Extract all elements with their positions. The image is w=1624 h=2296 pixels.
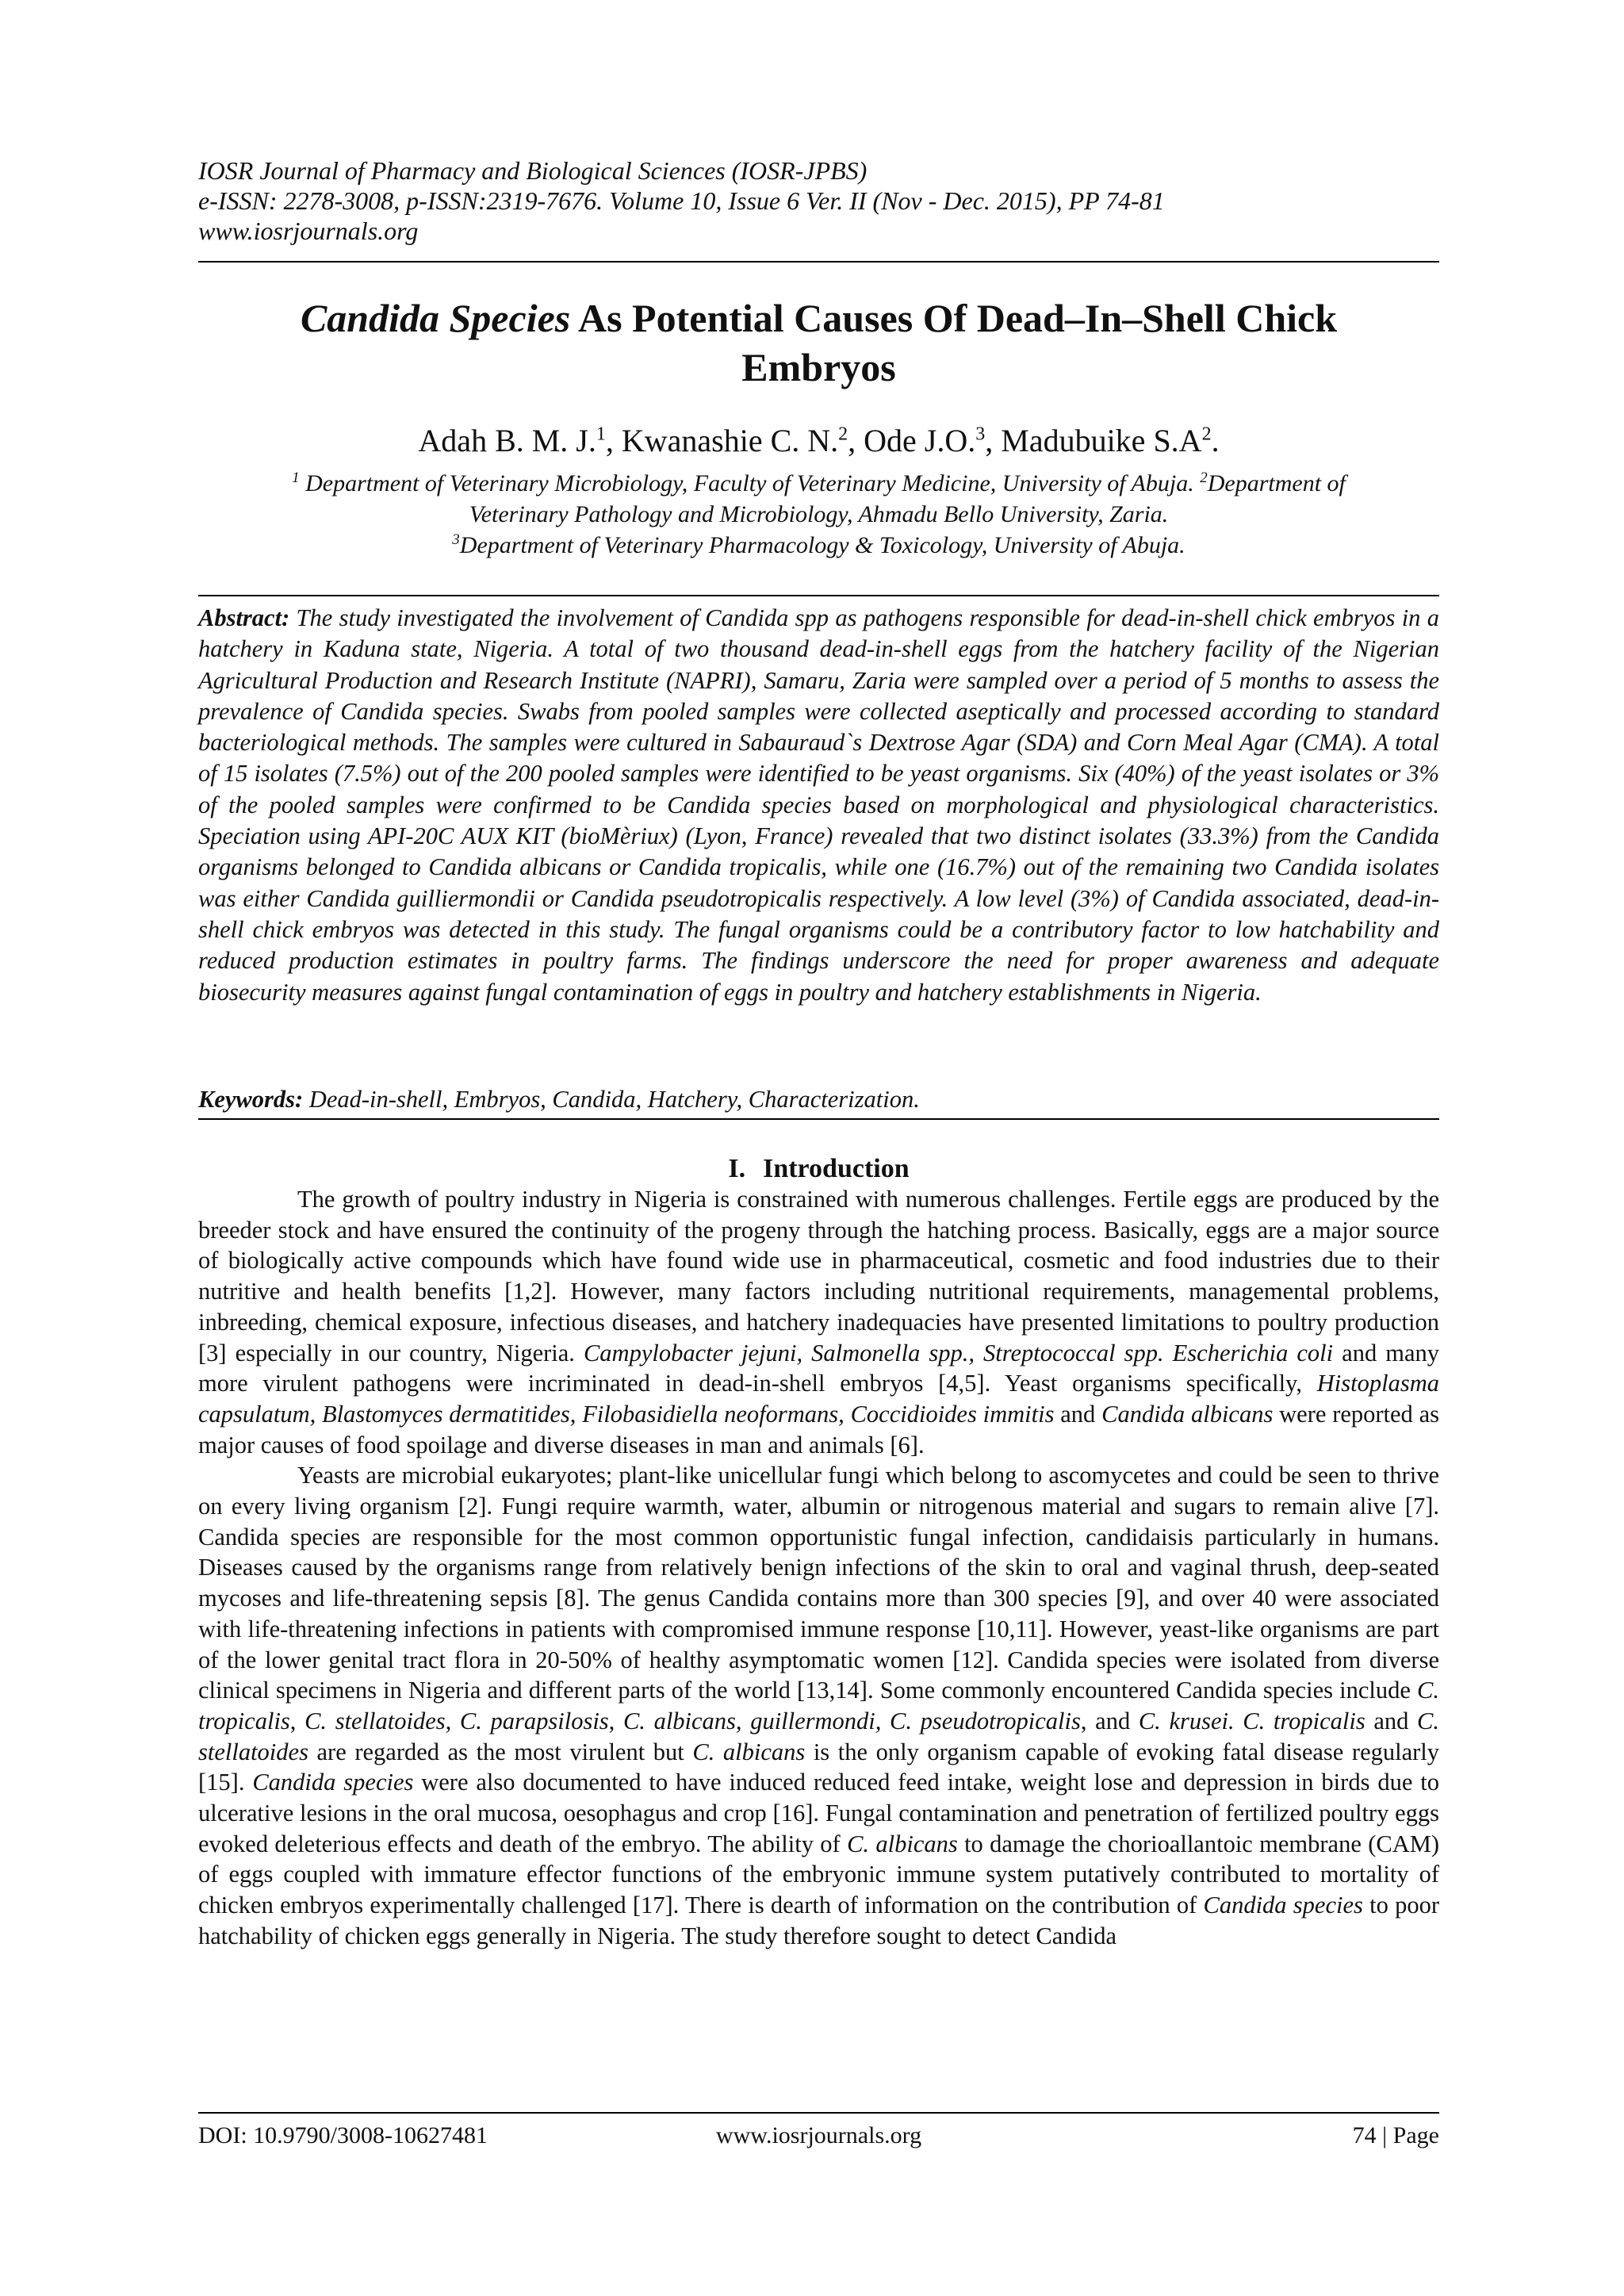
author-affiliation-mark: 1 [596, 424, 606, 445]
text-run: The growth of poultry industry in Nigeria is constrained with numerous challenges. Fertile eggs are produced by the breeder stock and have ensured the continuity of the progeny through the hatching process. Basically, eggs are a major source of biologically active compounds which have found wide use in pharmaceutical, cosmetic and food industries due to their nutritive and health benefits [1,2]. However, many factors including nutritional requirements, managemental problems, inbreeding, chemical exposure, infectious diseases, and hatchery inadequacies have presented limitations to poultry production [3] especially in our country, Nigeria. [198, 1186, 1439, 1366]
section-heading [198, 1153, 1439, 1185]
affiliation-2-start: Department of [1207, 470, 1346, 496]
affiliation-1: Department of Veterinary Microbiology, Faculty of Veterinary Medicine, University of Abuja. [299, 470, 1201, 496]
paragraph [198, 1460, 1439, 1951]
text-run: are regarded as the most virulent but [308, 1738, 693, 1765]
journal-name: IOSR Journal of Pharmacy and Biological Sciences (IOSR-JPBS) [198, 156, 868, 185]
affiliation-mark: 2 [1200, 470, 1208, 486]
affiliation-mark: 3 [452, 531, 460, 548]
abstract [198, 603, 1439, 1008]
affiliation-2-end: Veterinary Pathology and Microbiology, Ahmadu Bello University, Zaria. [469, 501, 1169, 527]
italic-text-run: C. tropicalis [198, 1677, 1439, 1734]
italic-text-run: Candida albicans [1101, 1400, 1274, 1428]
text-run: , and [1080, 1707, 1139, 1734]
author-separator: . [1211, 423, 1220, 458]
italic-text-run: Histoplasma capsulatum, Blastomyces dermatitides, Filobasidiella neoformans, Coccidioides immitis [198, 1370, 1439, 1428]
text-run: Yeasts are microbial eukaryotes; plant-like unicellular fungi which belong to ascomycetes and could be seen to thrive on every living organism [2]. Fungi require warmth, water, albumin or nitrogenous material and sugars to remain alive [7]. Candida species are responsible for the most common opportunistic fungal infection, candidaisis particularly in humans. Diseases caused by the organisms range from relatively benign infections of the skin to oral and vaginal thrush, deep-seated mycoses and life-threatening sepsis [8]. The genus Candida contains more than 300 species [9], and over 40 were associated with life-threatening infections in patients with compromised immune response [10,11]. However, yeast-like organisms are part of the lower genital tract flora in 20-50% of healthy asymptomatic women [12]. Candida species were isolated from diverse clinical specimens in Nigeria and different parts of the world [13,14]. Some commonly encountered Candida species include [198, 1462, 1439, 1704]
text-run: is the only organism capable of evoking fatal disease regularly [15]. [198, 1738, 1440, 1796]
text-run: to poor hatchability of chicken eggs generally in Nigeria. The study therefore sought to detect Candida [198, 1892, 1439, 1949]
italic-text-run: Campylobacter jejuni, Salmonella spp., Streptococcal spp. Escherichia coli [583, 1339, 1334, 1366]
journal-header [198, 155, 1439, 246]
author-name: Adah B. M. J. [418, 423, 596, 458]
footer-website: www.iosrjournals.org [715, 2122, 922, 2148]
author-affiliation-mark: 3 [975, 424, 986, 445]
author-affiliation-mark: 2 [1201, 424, 1212, 445]
title-italic-part: Candida Species [300, 296, 571, 340]
author-affiliation-mark: 2 [838, 424, 848, 445]
author-name: Ode J.O. [864, 423, 976, 458]
title-line2: Embryos [741, 345, 896, 389]
paragraph [198, 1184, 1439, 1460]
section-number: I. [728, 1154, 746, 1183]
title-rest: As Potential Causes Of Dead–In–Shell Chick [570, 296, 1338, 340]
italic-text-run: C. albicans [692, 1738, 806, 1765]
section-title: Introduction [763, 1154, 910, 1183]
text-run: and [1365, 1707, 1418, 1734]
header-divider [198, 261, 1439, 263]
affiliation-mark: 1 [292, 470, 300, 486]
author-separator: , [605, 423, 622, 458]
keywords-text: Dead-in-shell, Embryos, Candida, Hatchery, Characterization. [303, 1086, 920, 1113]
text-run: and many more virulent pathogens were incriminated in dead-in-shell embryos [4,5]. Yeast organisms specifically, [198, 1339, 1439, 1397]
journal-website: www.iosrjournals.org [198, 217, 419, 245]
text-run: were reported as major causes of food spoilage and diverse diseases in man and animals [6]. [198, 1400, 1440, 1458]
footer-divider [198, 2112, 1439, 2114]
italic-text-run: C. krusei. C. tropicalis [1138, 1707, 1365, 1734]
text-run: were also documented to have induced reduced feed intake, weight lose and depression in birds due to ulcerative lesions in the oral mucosa, oesophagus and crop [16]. Fungal contamination and penetration of fertilized poultry eggs evoked deleterious effects and death of the embryo. The ability of [198, 1769, 1439, 1857]
keywords-label: Keywords: [198, 1086, 304, 1113]
author-list [198, 422, 1439, 460]
author-separator: , [848, 423, 864, 458]
author-name: Kwanashie C. N. [621, 423, 839, 458]
keywords [198, 1083, 1439, 1115]
text-run: to damage the chorioallantoic membrane (CAM) of eggs coupled with immature effector functions of the embryonic immune system putatively contributed to mortality of chicken embryos experimentally challenged [17]. There is dearth of information on the contribution of [198, 1830, 1440, 1919]
author-name: Madubuike S.A [1001, 423, 1202, 458]
italic-text-run: Candida species [1203, 1892, 1363, 1919]
text-run: , [289, 1707, 305, 1734]
abstract-text: The study investigated the involvement of Candida spp as pathogens responsible for dead-in-shell chick embryos in a hatchery in Kaduna state, Nigeria. A total of two thousand dead-in-shell eggs from the hatchery facility of the Nigerian Agricultural Production and Research Institute (NAPRI), Samaru, Zaria were sampled over a period of 5 months to assess the prevalence of Candida species. Swabs from pooled samples were collected aseptically and processed according to standard bacteriological methods. The samples were cultured in Sabauraud`s Dextrose Agar (SDA) and Corn Meal Agar (CMA). A total of 15 isolates (7.5%) out of the 200 pooled samples were identified to be yeast organisms. Six (40%) of the yeast isolates or 3% of the pooled samples were confirmed to be Candida species based on morphological and physiological characteristics. Speciation using API-20C AUX KIT (bioMèriux) (Lyon, France) revealed that two distinct isolates (33.3%) from the Candida organisms belonged to Candida albicans or Candida tropicalis, while one (16.7%) out of the remaining two Candida isolates was either Candida guilliermondii or Candida pseudotropicalis respectively. A low level (3%) of Candida associated, dead-in-shell chick embryos was detected in this study. The fungal organisms could be a contributory factor to low hatchability and reduced production estimates in poultry farms. The findings underscore the need for proper awareness and adequate biosecurity measures against fungal contamination of eggs in poultry and hatchery establishments in Nigeria. [198, 604, 1439, 1006]
italic-text-run: C. stellatoides, C. parapsilosis, C. albicans, guillermondi, C. pseudotropicalis [304, 1707, 1081, 1734]
italic-text-run: Candida species [252, 1769, 414, 1796]
abstract-top-rule [198, 595, 1439, 596]
abstract-bottom-rule [198, 1118, 1439, 1120]
body-text [198, 1184, 1439, 1952]
affiliation-3: Department of Veterinary Pharmacology & Toxicology, University of Abuja. [459, 532, 1185, 558]
footer-page-number: 74 | Page [1352, 2122, 1439, 2148]
author-separator: , [985, 423, 1002, 458]
footer-doi: DOI: 10.9790/3008-10627481 [198, 2122, 488, 2148]
italic-text-run: C. stellatoides [198, 1707, 1439, 1765]
issn-line: e-ISSN: 2278-3008, p-ISSN:2319-7676. Volume 10, Issue 6 Ver. II (Nov - Dec. 2015), PP 74-81 [198, 186, 1165, 215]
italic-text-run: C. albicans [847, 1830, 958, 1857]
abstract-label: Abstract: [198, 604, 290, 631]
affiliations [198, 468, 1439, 561]
paper-title [198, 293, 1439, 392]
text-run: and [1054, 1400, 1102, 1428]
